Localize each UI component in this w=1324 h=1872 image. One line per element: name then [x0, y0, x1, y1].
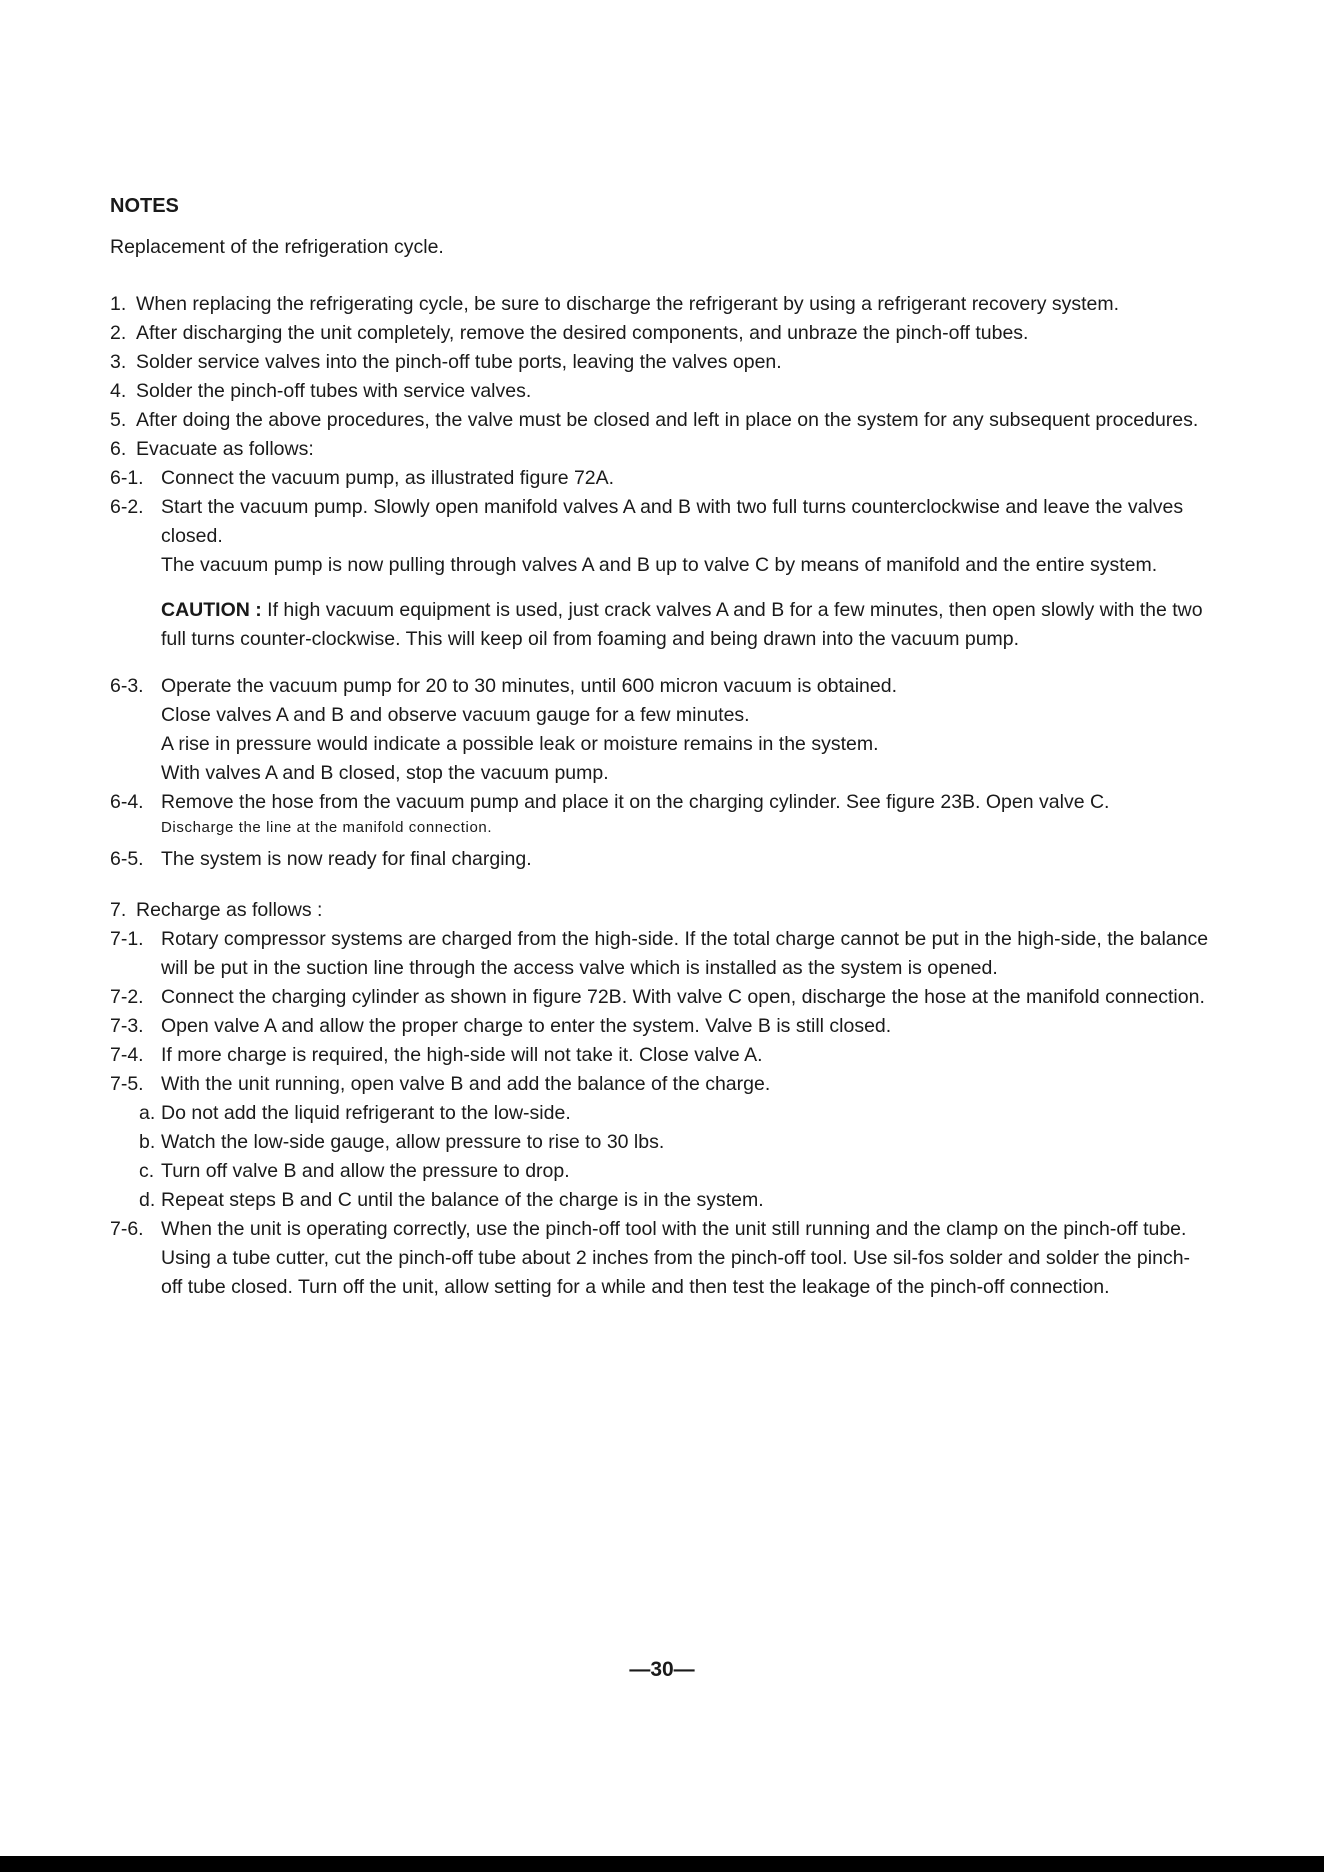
item-text: Open valve A and allow the proper charge to enter the system. Valve B is still closed.	[161, 1015, 892, 1037]
item-number: 6-1.	[110, 467, 144, 489]
item-number: 6.	[110, 438, 127, 460]
item-text: Watch the low-side gauge, allow pressure to rise to 30 lbs.	[161, 1131, 665, 1153]
item-number: 1.	[110, 293, 127, 315]
list-item	[110, 377, 1210, 406]
item-text: When the unit is operating correctly, use the pinch-off tool with the unit still running and the clamp on the pinch-off tube. Using a tube cutter, cut the pinch-off tube about 2 inches from the pinch-off tool. Use sil-fos solder and solder the pinch-off tube closed. Turn off the unit, allow setting for a while and then test the leakage of the pinch-off connection.	[161, 1218, 1191, 1298]
item-letter: a.	[139, 1102, 156, 1124]
caution-note	[110, 596, 1210, 654]
list-item	[110, 672, 1210, 701]
list-item	[110, 348, 1210, 377]
list-item	[110, 1012, 1210, 1041]
item-text: Turn off valve B and allow the pressure to drop.	[161, 1160, 570, 1182]
list-item	[110, 319, 1210, 348]
step-continuation: Close valves A and B and observe vacuum gauge for a few minutes.	[161, 704, 750, 726]
caution-label: CAUTION :	[161, 599, 262, 621]
item-number: 7-5.	[110, 1073, 144, 1095]
item-text: Solder service valves into the pinch-off tube ports, leaving the valves open.	[136, 351, 782, 373]
item-number: 3.	[110, 351, 127, 373]
item-text: Solder the pinch-off tubes with service valves.	[136, 380, 532, 402]
list-item	[110, 435, 1210, 464]
item-text: Recharge as follows :	[136, 899, 323, 921]
sub-item	[110, 1099, 1210, 1128]
list-item	[110, 493, 1210, 551]
item-text: Connect the vacuum pump, as illustrated figure 72A.	[161, 467, 615, 489]
item-letter: b.	[139, 1131, 156, 1153]
step-note: Discharge the line at the manifold connection.	[161, 819, 493, 836]
list-item	[110, 1041, 1210, 1070]
item-text: Remove the hose from the vacuum pump and place it on the charging cylinder. See figure 23B. Open valve C.	[161, 791, 1110, 813]
item-number: 6-3.	[110, 675, 144, 697]
list-item	[110, 1070, 1210, 1099]
item-text: After discharging the unit completely, remove the desired components, and unbraze the pinch-off tubes.	[136, 322, 1029, 344]
list-item	[110, 845, 1210, 874]
item-number: 7-6.	[110, 1218, 144, 1240]
item-text: Connect the charging cylinder as shown in figure 72B. With valve C open, discharge the hose at the manifold connection.	[161, 986, 1205, 1008]
item-number: 4.	[110, 380, 127, 402]
list-item	[110, 896, 1210, 925]
scan-edge-border	[0, 1856, 1324, 1872]
item-text: Evacuate as follows:	[136, 438, 314, 460]
list-item	[110, 290, 1210, 319]
item-number: 7.	[110, 899, 127, 921]
item-number: 7-3.	[110, 1015, 144, 1037]
page-subtitle: Replacement of the refrigeration cycle.	[110, 236, 444, 258]
item-text: Start the vacuum pump. Slowly open manifold valves A and B with two full turns counterclockwise and leave the valves closed.	[161, 496, 1184, 547]
item-number: 7-2.	[110, 986, 144, 1008]
page-title: NOTES	[110, 195, 179, 217]
step-continuation: A rise in pressure would indicate a possible leak or moisture remains in the system.	[161, 733, 879, 755]
list-item	[110, 983, 1210, 1012]
item-number: 6-4.	[110, 791, 144, 813]
item-text: After doing the above procedures, the valve must be closed and left in place on the system for any subsequent procedures.	[136, 409, 1199, 431]
item-number: 2.	[110, 322, 127, 344]
step-continuation: With valves A and B closed, stop the vacuum pump.	[161, 762, 609, 784]
item-number: 6-5.	[110, 848, 144, 870]
list-item	[110, 925, 1210, 983]
item-text: If more charge is required, the high-side will not take it. Close valve A.	[161, 1044, 763, 1066]
item-letter: c.	[139, 1160, 155, 1182]
item-text: Rotary compressor systems are charged from the high-side. If the total charge cannot be put in the high-side, the balance will be put in the suction line through the access valve which is installed as the system is opened.	[161, 928, 1209, 979]
list-item	[110, 464, 1210, 493]
list-item	[110, 406, 1210, 435]
item-number: 7-4.	[110, 1044, 144, 1066]
sub-item	[110, 1157, 1210, 1186]
item-text: When replacing the refrigerating cycle, be sure to discharge the refrigerant by using a refrigerant recovery system.	[136, 293, 1120, 315]
item-text: With the unit running, open valve B and add the balance of the charge.	[161, 1073, 771, 1095]
item-text: Operate the vacuum pump for 20 to 30 minutes, until 600 micron vacuum is obtained.	[161, 675, 897, 697]
step-continuation: The vacuum pump is now pulling through valves A and B up to valve C by means of manifold and the entire system.	[161, 554, 1158, 576]
list-item	[110, 788, 1210, 817]
item-text: Repeat steps B and C until the balance of the charge is in the system.	[161, 1189, 764, 1211]
list-item	[110, 1215, 1210, 1302]
item-text: The system is now ready for final charging.	[161, 848, 532, 870]
caution-text: If high vacuum equipment is used, just crack valves A and B for a few minutes, then open slowly with the two full turns counter-clockwise. This will keep oil from foaming and being drawn into the vacuum pump.	[161, 599, 1203, 650]
section-gap	[110, 874, 1210, 896]
item-number: 5.	[110, 409, 127, 431]
item-letter: d.	[139, 1189, 156, 1211]
page-number: —30—	[629, 1658, 695, 1681]
item-number: 7-1.	[110, 928, 144, 950]
sub-item	[110, 1186, 1210, 1215]
sub-item	[110, 1128, 1210, 1157]
item-number: 6-2.	[110, 496, 144, 518]
document-body	[110, 192, 1210, 1302]
item-text: Do not add the liquid refrigerant to the low-side.	[161, 1102, 571, 1124]
